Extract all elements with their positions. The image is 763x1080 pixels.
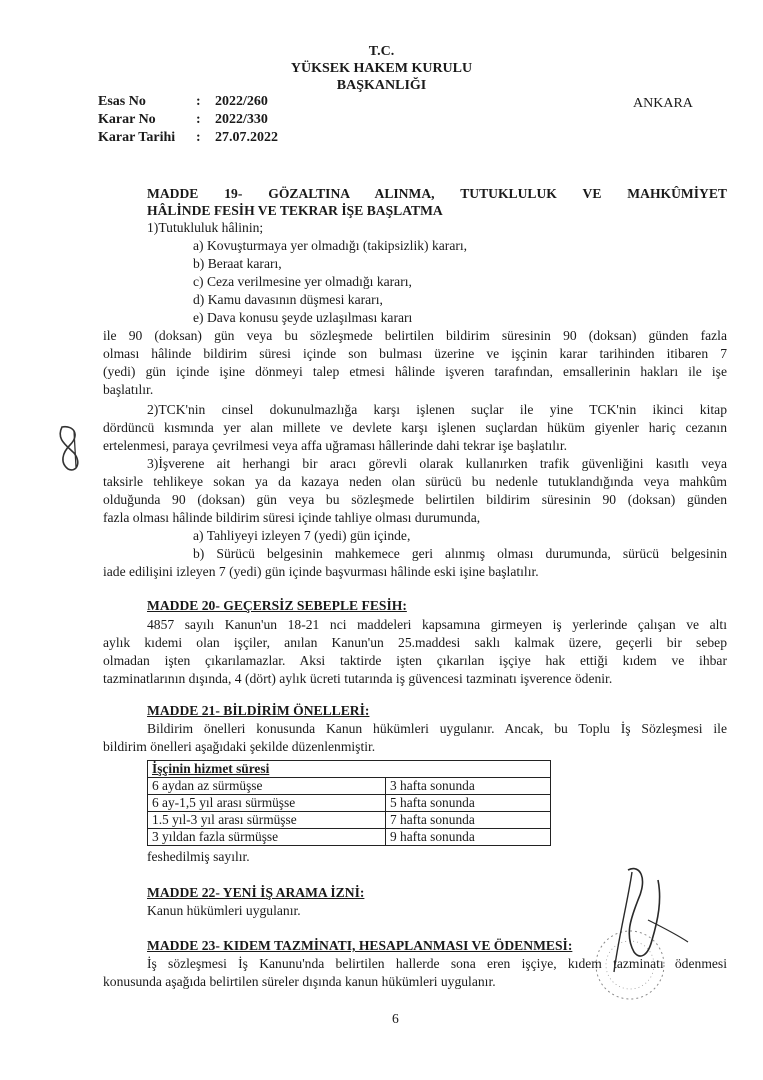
madde-19-p3-line1: 3)İşverene ait herhangi bir aracı görevli olarak kullanırken trafik güvenliğini kasıtlı veya xyxy=(147,456,727,471)
karar-value: 2022/330 xyxy=(215,112,268,127)
madde-19-p3-end: iade edilişini izleyen 7 (yedi) gün içinde başvurması hâlinde eski işine başlatılır. xyxy=(103,564,539,579)
madde-22-text: Kanun hükümleri uygulanır. xyxy=(147,903,301,918)
madde-19-title-line1: MADDE 19- GÖZALTINA ALINMA, TUTUKLULUK VE MAHKÛMİYET xyxy=(147,186,727,201)
madde-21-line1: Bildirim önelleri konusunda Kanun hükümleri uygulanır. Ancak, bu Toplu İş Sözleşmesi ile xyxy=(147,721,727,736)
madde-23-title: MADDE 23- KIDEM TAZMİNATI, HESAPLANMASI VE ÖDENMESİ: xyxy=(147,938,573,953)
table-row xyxy=(148,812,551,829)
madde-19-title-line2: HÂLİNDE FESİH VE TEKRAR İŞE BAŞLATMA xyxy=(147,203,443,218)
madde-19-p2-line1: 2)TCK'nin cinsel dokunulmazlığa karşı işlenen suçlar ile yine TCK'nin ikinci kitap xyxy=(147,402,727,417)
madde-20-title: MADDE 20- GEÇERSİZ SEBEPLE FESİH: xyxy=(147,598,407,613)
madde-19-p3-a: a) Tahliyeyi izleyen 7 (yedi) gün içinde, xyxy=(193,528,411,543)
madde-19-p2-last: ertelenmesi, paraya çevrilmesi veya affa uğraması hâllerinde dahi tekrar işe başlatılır. xyxy=(103,438,567,453)
madde-19-p1-last: başlatılır. xyxy=(103,382,154,397)
header-presidency: BAŞKANLIĞI xyxy=(336,78,427,93)
madde-19-p3-line2: taksirle tehlikeye sokan ya da kazaya neden olan sürücü bu nedenle tutuklandığında veya mahkûm xyxy=(103,474,727,489)
duration-cell: 6 ay-1,5 yıl arası sürmüşse xyxy=(148,795,386,812)
madde-19-item-d: d) Kamu davasının düşmesi kararı, xyxy=(193,292,383,307)
duration-cell: 3 yıldan fazla sürmüşse xyxy=(148,829,386,846)
madde-20-line1: 4857 sayılı Kanun'un 18-21 nci maddeleri kapsamına girmeyen iş yerlerinde çalışan ve altı xyxy=(147,617,727,632)
duration-cell: 6 aydan az sürmüşse xyxy=(148,778,386,795)
notice-cell: 9 hafta sonunda xyxy=(386,829,551,846)
madde-22-title: MADDE 22- YENİ İŞ ARAMA İZNİ: xyxy=(147,885,365,900)
header-institution: YÜKSEK HAKEM KURULU xyxy=(290,61,473,76)
notice-cell: 3 hafta sonunda xyxy=(386,778,551,795)
karar-colon: : xyxy=(196,112,201,127)
karar-label: Karar No xyxy=(98,112,156,127)
handwritten-margin-mark xyxy=(52,423,86,473)
esas-colon: : xyxy=(196,94,201,109)
table-row xyxy=(148,829,551,846)
madde-19-p2-line2: dördüncü kısmında yer alan millete ve devlete karşı işlenen suçlardan hüküm giyenler hariç cezanın xyxy=(103,420,727,435)
madde-19-item-a: a) Kovuşturmaya yer olmadığı (takipsizlik) kararı, xyxy=(193,238,468,253)
madde-19-p1-line2: olması hâlinde bildirim süresi içinde son bulması üzerine ve işçinin karar tarihinden itibaren 7 xyxy=(103,346,727,361)
madde-23-line1: İş sözleşmesi İş Kanunu'nda belirtilen hallerde sona eren işçiye, kıdem tazminatı ödenmesi xyxy=(147,956,727,971)
duration-cell: 1.5 yıl-3 yıl arası sürmüşse xyxy=(148,812,386,829)
madde-19-item-e: e) Dava konusu şeyde uzlaşılması kararı xyxy=(193,310,413,325)
header-tc: T.C. xyxy=(368,44,395,59)
madde-20-last: tazminatlarının dışında, 4 (dört) aylık ücreti tutarında iş güvencesi tazminatı işverence ödenir. xyxy=(103,671,613,686)
table-row xyxy=(148,795,551,812)
madde-23-line2: konusunda aşağıda belirtilen süreler dışında kanun hükümleri uygulanır. xyxy=(103,974,496,989)
madde-19-item-c: c) Ceza verilmesine yer olmadığı kararı, xyxy=(193,274,412,289)
notice-cell: 7 hafta sonunda xyxy=(386,812,551,829)
madde-19-p1-intro: 1)Tutukluluk hâlinin; xyxy=(147,220,264,235)
madde-20-line2: aylık kıdemi olan işçiler, anılan Kanun'un 25.maddesi saklı kalmak üzere, geçerli bir sebep xyxy=(103,635,727,650)
esas-value: 2022/260 xyxy=(215,94,268,109)
madde-21-line2: bildirim önelleri aşağıdaki şekilde düzenlenmiştir. xyxy=(103,739,376,754)
madde-19-p3-last: fazla olması hâlinde bildirim süresi içinde tahliye olması durumunda, xyxy=(103,510,481,525)
madde-20-line3: olmadan işten çıkarılamazlar. Aksi taktirde işten çıkarılan işçiye hak ettiği kıdem ve ihbar xyxy=(103,653,727,668)
madde-21-after: feshedilmiş sayılır. xyxy=(147,849,250,864)
madde-19-p1-line1: ile 90 (doksan) gün veya bu sözleşmede belirtilen bildirim süresinin 90 (doksan) günden fazla xyxy=(103,328,727,343)
table-header-row xyxy=(148,761,551,778)
madde-19-p1-line3: (yedi) gün içinde işine dönmeyi talep etmesi hâlinde işveren tarafından, emsallerinin hakları ile işe xyxy=(103,364,727,379)
notice-period-table xyxy=(147,760,551,846)
madde-19-p3-b: b) Sürücü belgesinin mahkemece geri alınmış olması durumunda, sürücü belgesinin xyxy=(193,546,727,561)
esas-label: Esas No xyxy=(98,94,146,109)
tarih-colon: : xyxy=(196,130,201,145)
notice-cell: 5 hafta sonunda xyxy=(386,795,551,812)
table-header-cell: İşçinin hizmet süresi xyxy=(148,761,551,778)
madde-21-title: MADDE 21- BİLDİRİM ÖNELLERİ: xyxy=(147,703,370,718)
tarih-label: Karar Tarihi xyxy=(98,130,176,145)
madde-19-p3-line3: olduğunda 90 (doksan) gün veya bu sözleşmede belirtilen bildirim süresinin 90 (doksan) günden xyxy=(103,492,727,507)
tarih-value: 27.07.2022 xyxy=(215,130,278,145)
table-row xyxy=(148,778,551,795)
madde-19-item-b: b) Beraat kararı, xyxy=(193,256,282,271)
page-number: 6 xyxy=(392,1011,399,1026)
signature-stamp xyxy=(588,860,708,1010)
header-city: ANKARA xyxy=(633,96,693,111)
